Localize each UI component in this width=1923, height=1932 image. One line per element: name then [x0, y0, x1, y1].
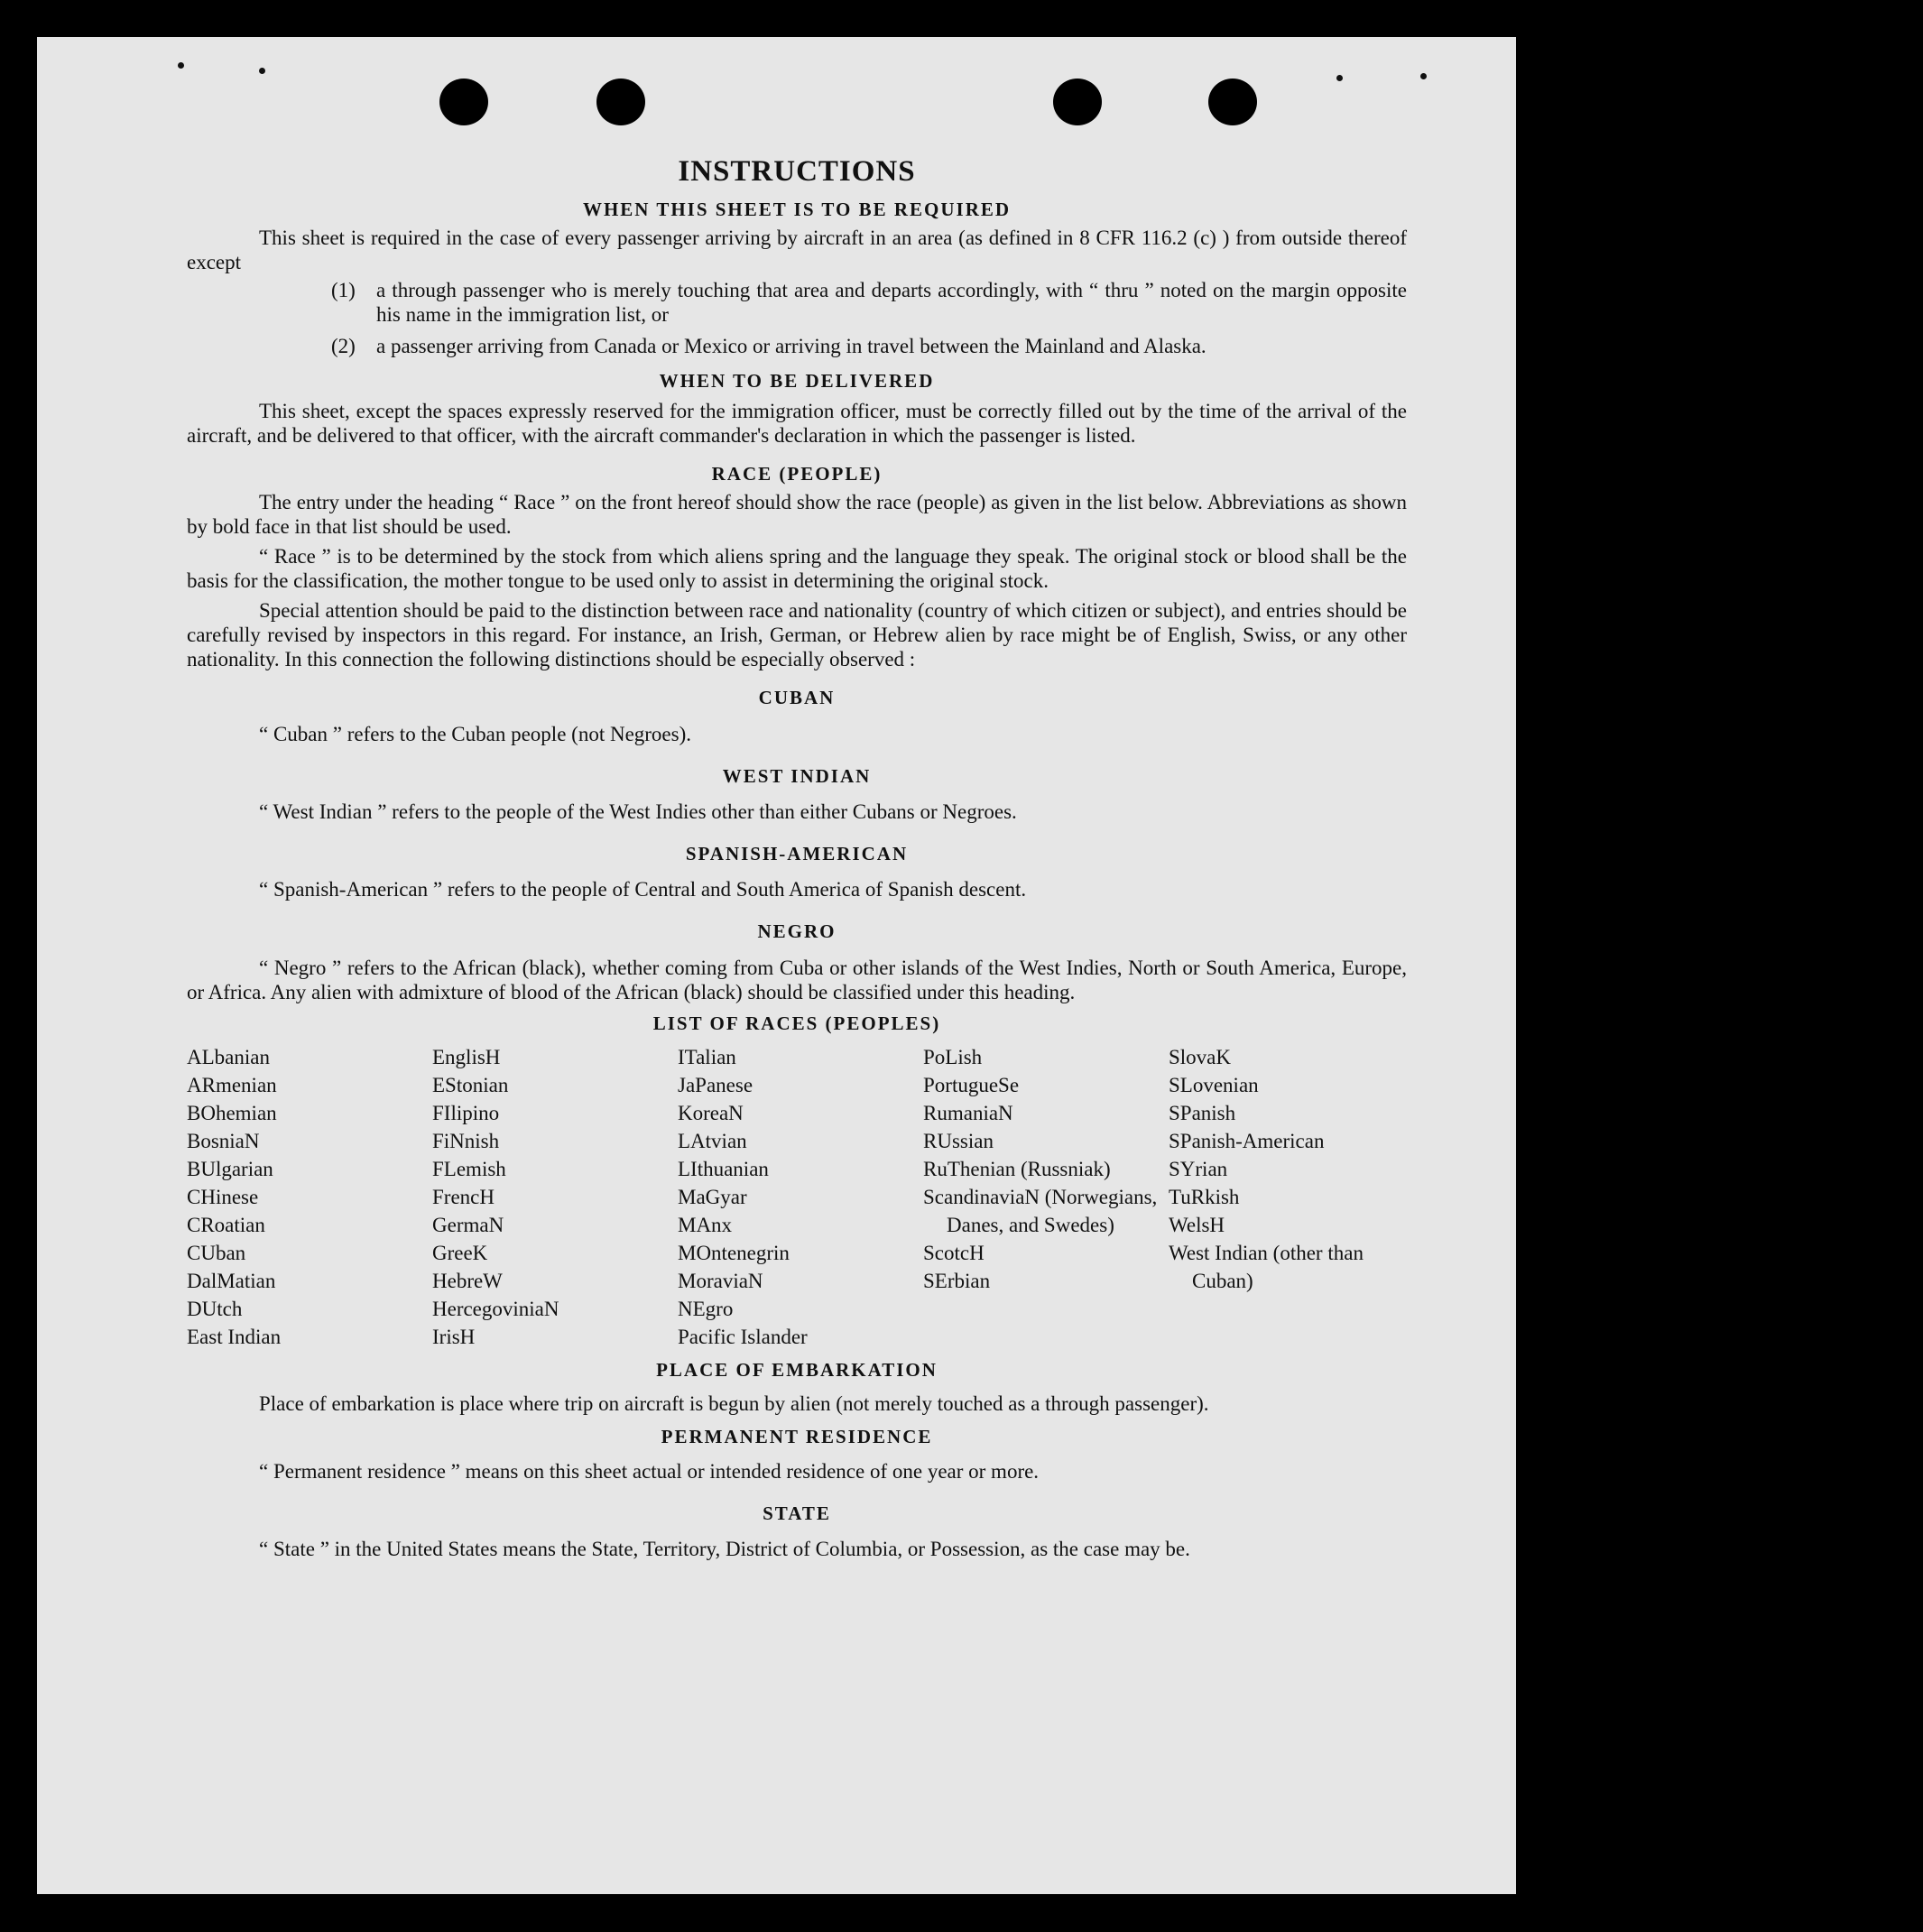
race-entry: FiNnish: [432, 1129, 500, 1152]
race-entry: MAnx: [678, 1213, 733, 1236]
race-entry: PortugueSe: [923, 1073, 1020, 1096]
races-column: [187, 1043, 432, 1351]
race-entry: SPanish: [1169, 1101, 1236, 1124]
race-entry: RUssian: [923, 1129, 994, 1152]
race-entry: ALbanian: [187, 1045, 270, 1068]
race-entry: LIthuanian: [678, 1157, 769, 1180]
dust-speck: [1336, 75, 1343, 81]
race-entry: SErbian: [923, 1269, 991, 1292]
race-entry: NEgro: [678, 1297, 734, 1320]
race-entry: FIlipino: [432, 1101, 500, 1124]
race-paragraph-2: “ Race ” is to be determined by the stock from which aliens spring and the language they speak. The original stock or blood shall be the basis for the classification, the mother tongue to be used only to assist in determining the original stock.: [187, 545, 1407, 593]
item-text: a through passenger who is merely touching that area and departs accordingly, with “ thru ” noted on the margin opposite his name in the immigration list, or: [376, 278, 1407, 326]
races-column: [1169, 1043, 1414, 1351]
required-item: [331, 334, 1407, 358]
heading-embarkation: PLACE OF EMBARKATION: [656, 1358, 938, 1381]
state-text: “ State ” in the United States means the State, Territory, District of Columbia, or Possession, as the case may be.: [259, 1537, 1190, 1560]
race-entry: East Indian: [187, 1325, 282, 1348]
race-paragraph-3: Special attention should be paid to the distinction between race and nationality (country of which citizen or subject), and entries should be carefully revised by inspectors in this regard. For instance, an Irish, German, or Hebrew alien by race might be of English, Swiss, or any other nationality. In this connection the following distinctions should be especially observed :: [187, 599, 1407, 671]
dust-speck: [259, 68, 265, 74]
race-entry: IrisH: [432, 1325, 476, 1348]
required-item: [331, 278, 1407, 327]
punch-hole: [439, 79, 488, 125]
dust-speck: [178, 62, 184, 69]
race-entry: SYrian: [1169, 1157, 1228, 1180]
race-entry: West Indian (other than Cuban): [1169, 1241, 1364, 1292]
heading-state: STATE: [763, 1502, 831, 1524]
race-entry: ARmenian: [187, 1073, 277, 1096]
race-entry: DalMatian: [187, 1269, 276, 1292]
race-entry: HebreW: [432, 1269, 503, 1292]
race-entry: SLovenian: [1169, 1073, 1259, 1096]
delivered-text: This sheet, except the spaces expressly reserved for the immigration officer, must be correctly filled out by the time of the arrival of the aircraft, and be delivered to that officer, with the aircraft commander's declaration in which the passenger is listed.: [187, 400, 1407, 448]
embarkation-text: Place of embarkation is place where trip on aircraft is begun by alien (not merely touched as a through passenger).: [259, 1392, 1209, 1416]
race-entry: BosniaN: [187, 1129, 260, 1152]
race-entry: DUtch: [187, 1297, 243, 1320]
race-entry: MaGyar: [678, 1185, 747, 1208]
race-entry: TuRkish: [1169, 1185, 1240, 1208]
instructions-content: [187, 154, 1407, 1561]
item-number: (2): [331, 334, 356, 357]
page-title: INSTRUCTIONS: [678, 155, 916, 188]
heading-cuban: CUBAN: [758, 687, 836, 709]
races-column: [923, 1043, 1169, 1351]
punch-hole: [596, 79, 645, 125]
race-entry: EStonian: [432, 1073, 509, 1096]
spanish-american-text: “ Spanish-American ” refers to the people of Central and South America of Spanish descent.: [259, 878, 1027, 901]
heading-list-of-races: LIST OF RACES (PEOPLES): [652, 1012, 941, 1034]
race-entry: PoLish: [923, 1045, 983, 1068]
punch-hole: [1053, 79, 1102, 125]
item-number: (1): [331, 278, 356, 301]
heading-west-indian: WEST INDIAN: [722, 764, 872, 787]
heading-spanish-american: SPANISH-AMERICAN: [685, 843, 909, 865]
race-entry: BUlgarian: [187, 1157, 273, 1180]
race-entry: ScotcH: [923, 1241, 985, 1264]
race-entry: RuThenian (Russniak): [923, 1157, 1111, 1180]
race-entry: CRoatian: [187, 1213, 265, 1236]
race-paragraph-1: The entry under the heading “ Race ” on the front hereof should show the race (people) as given in the list below. Abbreviations as shown by bold face in that list should be used.: [187, 491, 1407, 539]
document-sheet: [37, 37, 1516, 1894]
west-indian-text: “ West Indian ” refers to the people of the West Indies other than either Cubans or Negroes.: [259, 800, 1017, 824]
heading-when-delivered: WHEN TO BE DELIVERED: [659, 369, 935, 392]
races-column: [432, 1043, 678, 1351]
cuban-text: “ Cuban ” refers to the Cuban people (not Negroes).: [259, 722, 692, 745]
race-entry: GreeK: [432, 1241, 488, 1264]
race-entry: MOntenegrin: [678, 1241, 790, 1264]
race-entry: MoraviaN: [678, 1269, 763, 1292]
races-list: [187, 1043, 1407, 1351]
heading-negro: NEGRO: [757, 920, 837, 943]
dust-speck: [1420, 73, 1427, 79]
race-entry: FrencH: [432, 1185, 495, 1208]
heading-race: RACE (PEOPLE): [711, 463, 883, 485]
race-entry: SlovaK: [1169, 1045, 1231, 1068]
race-entry: ITalian: [678, 1045, 736, 1068]
item-text: a passenger arriving from Canada or Mexico or arriving in travel between the Mainland and Alaska.: [376, 334, 1206, 357]
residence-text: “ Permanent residence ” means on this sheet actual or intended residence of one year or more.: [259, 1459, 1040, 1483]
heading-when-required: WHEN THIS SHEET IS TO BE REQUIRED: [582, 198, 1012, 220]
race-entry: GermaN: [432, 1213, 504, 1236]
race-entry: CHinese: [187, 1185, 259, 1208]
race-entry: JaPanese: [678, 1073, 753, 1096]
race-entry: ScandinaviaN (Norwegians, Danes, and Swedes): [923, 1185, 1158, 1236]
race-entry: RumaniaN: [923, 1101, 1013, 1124]
race-entry: Pacific Islander: [678, 1325, 808, 1348]
race-entry: FLemish: [432, 1157, 506, 1180]
race-entry: BOhemian: [187, 1101, 277, 1124]
race-entry: CUban: [187, 1241, 246, 1264]
races-column: [678, 1043, 923, 1351]
required-intro: This sheet is required in the case of every passenger arriving by aircraft in an area (as defined in 8 CFR 116.2 (c) ) from outside thereof except: [187, 226, 1407, 273]
race-entry: SPanish-American: [1169, 1129, 1325, 1152]
race-entry: WelsH: [1169, 1213, 1225, 1236]
race-entry: KoreaN: [678, 1101, 744, 1124]
race-entry: HercegoviniaN: [432, 1297, 559, 1320]
race-entry: EnglisH: [432, 1045, 501, 1068]
race-entry: LAtvian: [678, 1129, 747, 1152]
negro-text: “ Negro ” refers to the African (black), whether coming from Cuba or other islands of the West Indies, North or South America, Europe, or Africa. Any alien with admixture of blood of the African (black) should be classified under this heading.: [187, 956, 1407, 1003]
punch-hole: [1208, 79, 1257, 125]
heading-residence: PERMANENT RESIDENCE: [661, 1426, 933, 1448]
